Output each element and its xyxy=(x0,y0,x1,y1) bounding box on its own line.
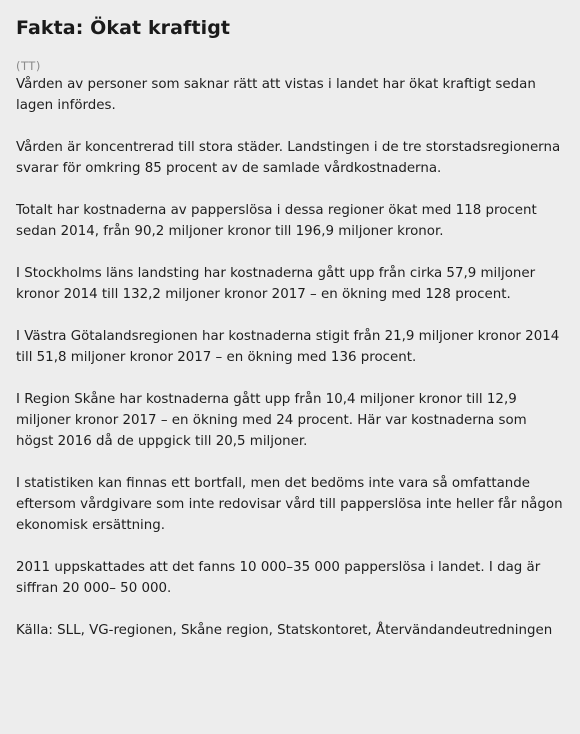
paragraph-total-increase: Totalt har kostnaderna av papperslösa i dessa regioner ökat med 118 procent sedan 2014, från 90,2 miljoner kronor till 196,9 miljoner kronor. xyxy=(16,203,537,239)
paragraph-estimate: 2011 uppskattades att det fanns 10 000–35 000 papperslösa i landet. I dag är siffran 20 000– 50 000. xyxy=(16,560,541,596)
paragraph-sources: Källa: SLL, VG-regionen, Skåne region, Statskontoret, Återvändandeutredningen xyxy=(16,623,553,638)
paragraph-intro: Vården av personer som saknar rätt att vistas i landet har ökat kraftigt sedan lagen infördes. xyxy=(16,77,536,113)
paragraph-skane: I Region Skåne har kostnaderna gått upp från 10,4 miljoner kronor till 12,9 miljoner kronor 2017 – en ökning med 24 procent. Här var kostnaderna som högst 2016 då de uppgick till 20,5 miljoner. xyxy=(16,392,527,449)
paragraph-vastra-gotaland: I Västra Götalandsregionen har kostnaderna stigit från 21,9 miljoner kronor 2014 till 51,8 miljoner kronor 2017 – en ökning med 136 procent. xyxy=(16,329,560,365)
paragraph-statistics-note: I statistiken kan finnas ett bortfall, men det bedöms inte vara så omfattande eftersom vårdgivare som inte redovisar vård till papperslösa inte heller får någon ekonomisk ersättning. xyxy=(16,476,563,533)
paragraph-stockholm: I Stockholms läns landsting har kostnaderna gått upp från cirka 57,9 miljoner kronor 2014 till 132,2 miljoner kronor 2017 – en ökning med 128 procent. xyxy=(16,266,536,302)
fact-box-title: Fakta: Ökat kraftigt xyxy=(16,17,231,39)
paragraph-concentration: Vården är koncentrerad till stora städer. Landstingen i de tre storstadsregionerna svarar för omkring 85 procent av de samlade vårdkostnaderna. xyxy=(16,140,561,176)
source-label: (TT) xyxy=(16,59,41,73)
